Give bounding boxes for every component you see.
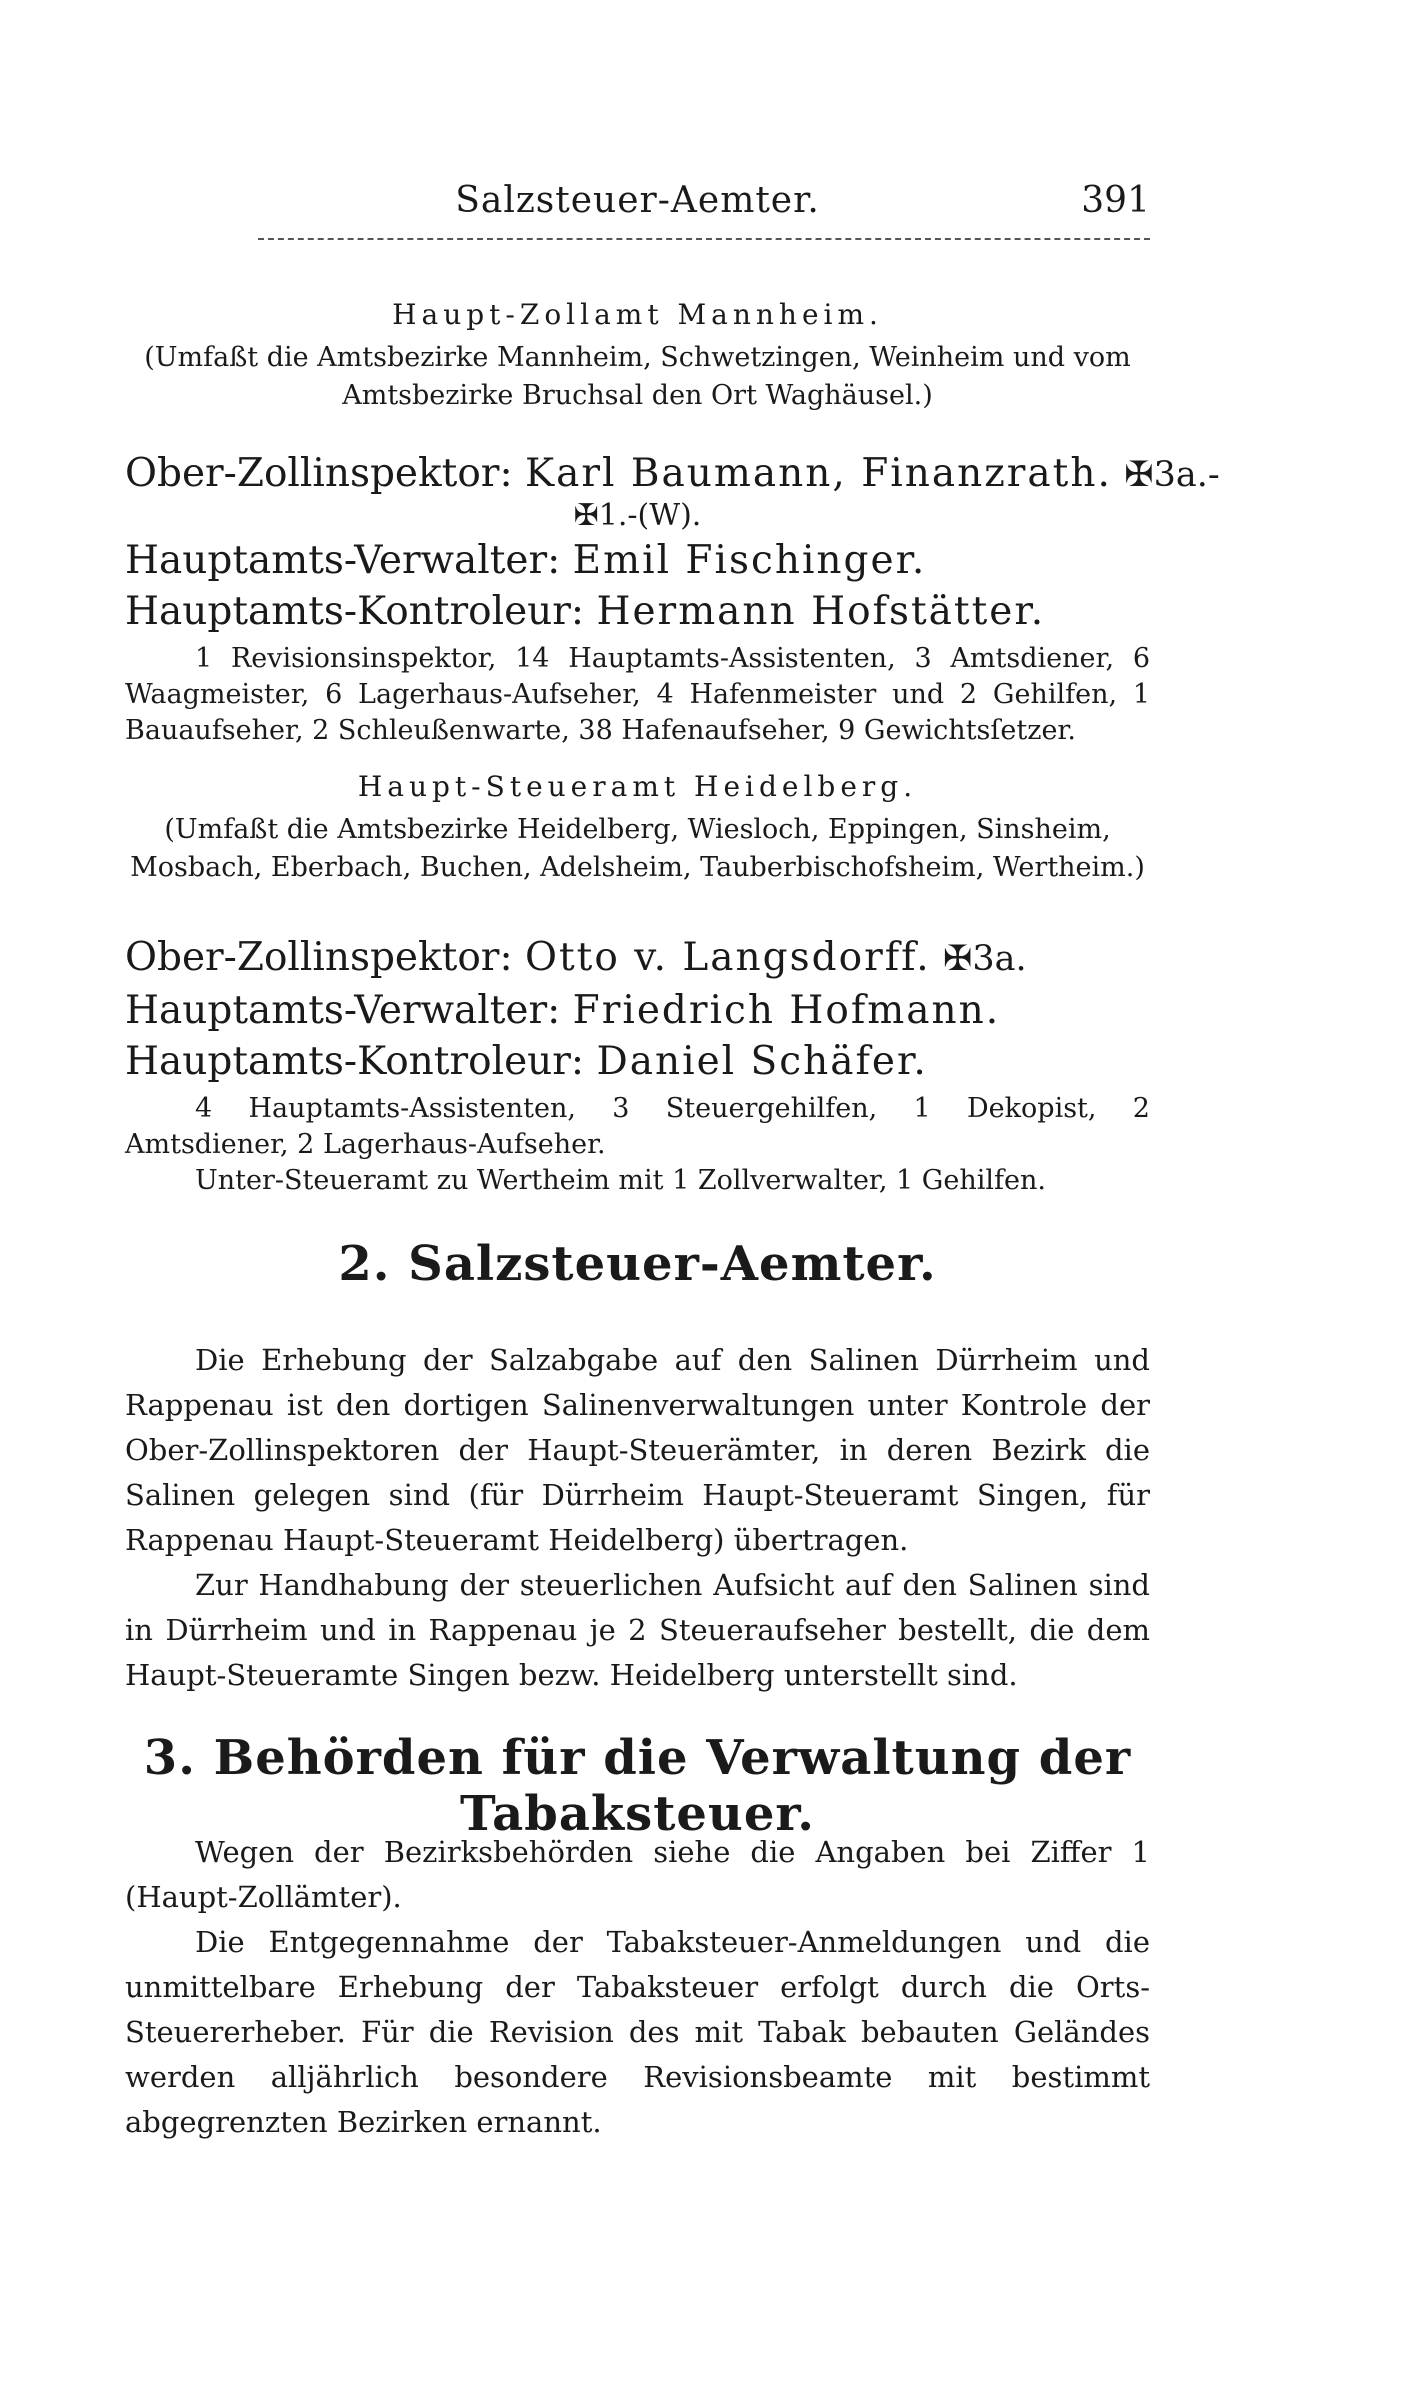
- section-3-body: [125, 1830, 1150, 2145]
- page-number: 391: [1081, 180, 1150, 221]
- office-title: Haupt-Zollamt Mannheim.: [392, 298, 883, 331]
- official-name: Hermann Hofstätter.: [596, 589, 1046, 634]
- official-name: Otto v. Langsdorff.: [525, 935, 931, 980]
- official-role: Ober-Zollinspektor:: [125, 451, 513, 496]
- office-scope: (Umfaßt die Amtsbezirke Mannheim, Schwetzingen, Weinheim und vom Amtsbezirke Bruchsal den Ort Waghäusel.): [144, 342, 1131, 411]
- official-role: Hauptamts-Verwalter:: [125, 538, 561, 583]
- paragraph: Die Entgegennahme der Tabaksteuer-Anmeldungen und die unmittelbare Erhebung der Tabaksteuer erfolgt durch die Orts-Steuererheber. Für die Revision des mit Tabak bebauten Geländes werden alljährlich besondere Revisionsbeamte mit bestimmt abgegrenzten Bezirken ernannt.: [125, 1925, 1150, 2139]
- office-title: Haupt-Steueramt Heidelberg.: [357, 770, 918, 803]
- office-heidelberg: [125, 770, 1150, 887]
- official-name: Emil Fischinger.: [572, 538, 927, 583]
- official-ober-zollinspektor: [125, 932, 1150, 985]
- section-heading-tabaksteuer: 3. Behörden für die Verwaltung der Tabaksteuer.: [143, 1730, 1132, 1842]
- staff-list: 1 Revisionsinspektor, 14 Hauptamts-Assistenten, 3 Amtsdiener, 6 Waagmeister, 6 Lagerhaus-Aufseher, 4 Hafenmeister und 2 Gehilfen, 1 Bauaufseher, 2 Schleußenwarte, 38 Hafenaufseher, 9 Gewichtsſetzer.: [125, 643, 1150, 746]
- official-name: Daniel Schäfer.: [596, 1039, 928, 1084]
- official-role: Hauptamts-Kontroleur:: [125, 589, 585, 634]
- paragraph: Zur Handhabung der steuerlichen Aufsicht auf den Salinen sind in Dürrheim und in Rappenau je 2 Steueraufseher bestellt, die dem Haupt-Steueramte Singen bezw. Heidelberg unterstellt sind.: [125, 1568, 1150, 1692]
- paragraph: Wegen der Bezirksbehörden siehe die Angaben bei Ziffer 1 (Haupt-Zollämter).: [125, 1835, 1150, 1914]
- official-ober-zollinspektor: [125, 448, 1220, 501]
- section-2-body: [125, 1338, 1150, 1698]
- paragraph: Die Erhebung der Salzabgabe auf den Salinen Dürrheim und Rappenau ist den dortigen Salinenverwaltungen unter Kontrole der Ober-Zollinspektoren der Haupt-Steuerämter, in deren Bezirk die Salinen gelegen sind (für Dürrheim Haupt-Steueramt Singen, für Rappenau Haupt-Steueramt Heidelberg) übertragen.: [125, 1343, 1150, 1557]
- running-title: Salzsteuer-Aemter.: [455, 180, 820, 221]
- order-decoration: ✠3a.-: [1124, 455, 1220, 495]
- staff-list: 4 Hauptamts-Assistenten, 3 Steuergehilfen, 1 Dekopist, 2 Amtsdiener, 2 Lagerhaus-Aufseher.: [125, 1093, 1150, 1160]
- section-heading-salzsteuer: 2. Salzsteuer-Aemter.: [338, 1236, 937, 1292]
- order-decoration: ✠3a.: [943, 939, 1027, 979]
- office-scope: (Umfaßt die Amtsbezirke Heidelberg, Wiesloch, Eppingen, Sinsheim, Mosbach, Eberbach, Buchen, Adelsheim, Tauberbischofsheim, Wertheim.): [130, 814, 1145, 883]
- running-head: [125, 180, 1150, 230]
- official-role: Hauptamts-Verwalter:: [125, 988, 561, 1033]
- header-rule: [258, 238, 1150, 240]
- office-mannheim: [125, 298, 1150, 415]
- official-role: Hauptamts-Kontroleur:: [125, 1039, 585, 1084]
- officials-heidelberg: [125, 932, 1150, 1199]
- official-name: Friedrich Hofmann.: [572, 988, 1001, 1033]
- official-hauptamts-verwalter: [125, 535, 1150, 586]
- official-hauptamts-verwalter: [125, 985, 1150, 1036]
- official-hauptamts-kontroleur: [125, 1036, 1150, 1087]
- officials-mannheim: [125, 448, 1220, 749]
- official-name: Karl Baumann, Finanzrath.: [525, 451, 1112, 496]
- order-decoration-line: ✠1.-(W).: [573, 498, 702, 533]
- sub-office: Unter-Steueramt zu Wertheim mit 1 Zollverwalter, 1 Gehilfen.: [195, 1165, 1046, 1196]
- official-role: Ober-Zollinspektor:: [125, 935, 513, 980]
- official-hauptamts-kontroleur: [125, 586, 1150, 637]
